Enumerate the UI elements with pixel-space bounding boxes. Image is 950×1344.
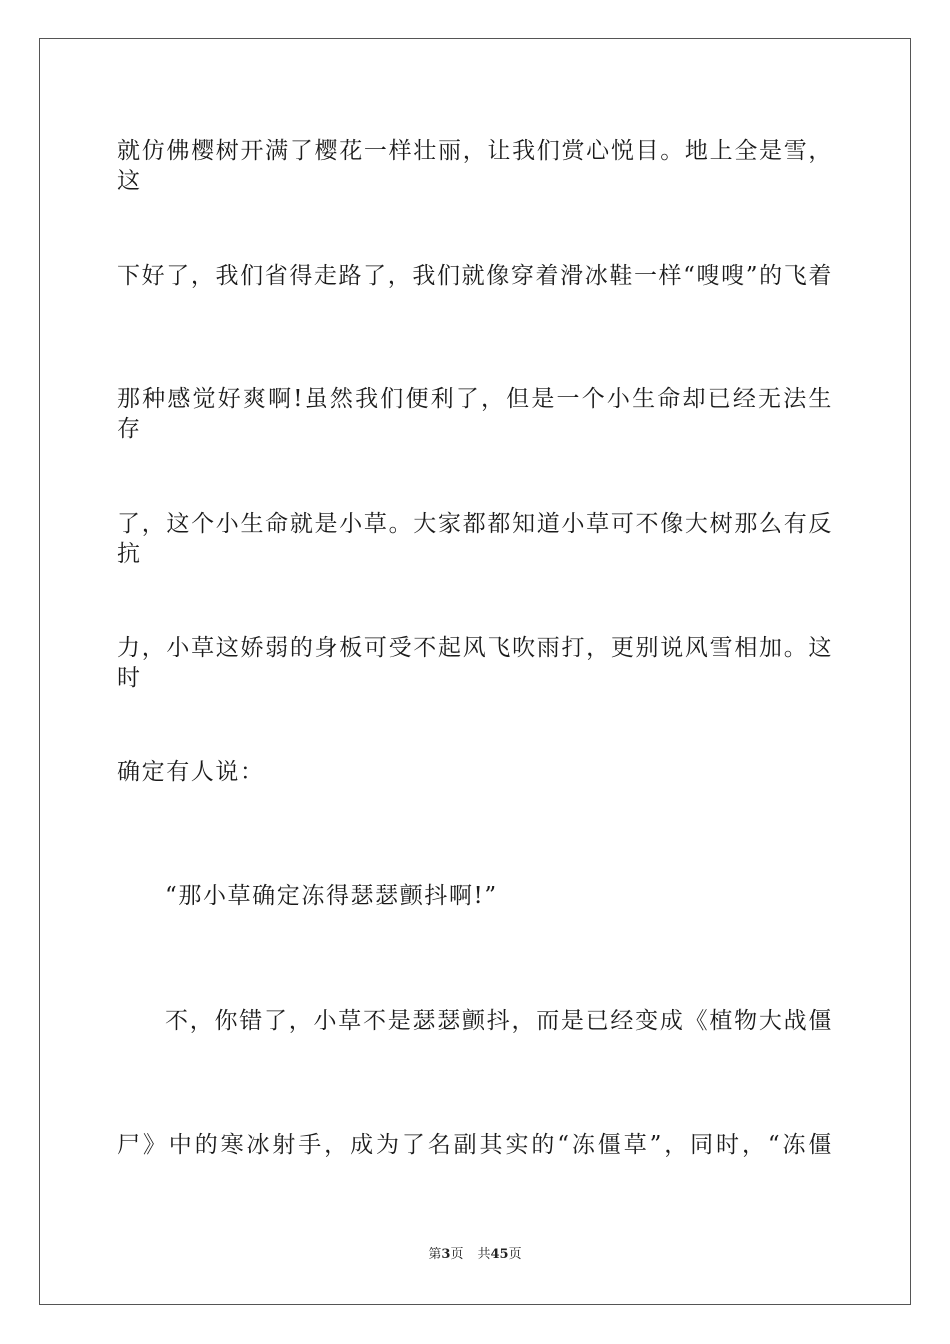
text-line: 力，小草这娇弱的身板可受不起风飞吹雨打，更别说风雪相加。这时: [117, 635, 833, 691]
text-line: 那种感觉好爽啊!虽然我们便利了，但是一个小生命却已经无法生存: [117, 386, 833, 442]
page-border: [39, 38, 911, 1305]
page-suffix: 页: [450, 1247, 464, 1262]
page-number: 3: [441, 1247, 451, 1262]
total-prefix: 共: [477, 1247, 491, 1262]
quote-paragraph: “那小草确定冻得瑟瑟颤抖啊!”: [165, 883, 498, 909]
text-line: 就仿佛樱树开满了樱花一样壮丽，让我们赏心悦目。地上全是雪，这: [117, 138, 833, 194]
total-pages: 45: [490, 1247, 509, 1262]
text-line: 下好了，我们省得走路了，我们就像穿着滑冰鞋一样“嗖嗖”的飞着: [117, 263, 833, 289]
page-prefix: 第: [428, 1247, 442, 1262]
text-line: 了，这个小生命就是小草。大家都都知道小草可不像大树那么有反抗: [117, 511, 833, 567]
text-line: 尸》中的寒冰射手，成为了名副其实的“冻僵草”，同时，“冻僵: [117, 1132, 833, 1158]
page-footer: [0, 1247, 950, 1263]
paragraph-first-line: 不，你错了，小草不是瑟瑟颤抖，而是已经变成《植物大战僵: [165, 1008, 833, 1034]
text-line: 确定有人说：: [117, 759, 265, 785]
total-suffix: 页: [508, 1247, 522, 1262]
